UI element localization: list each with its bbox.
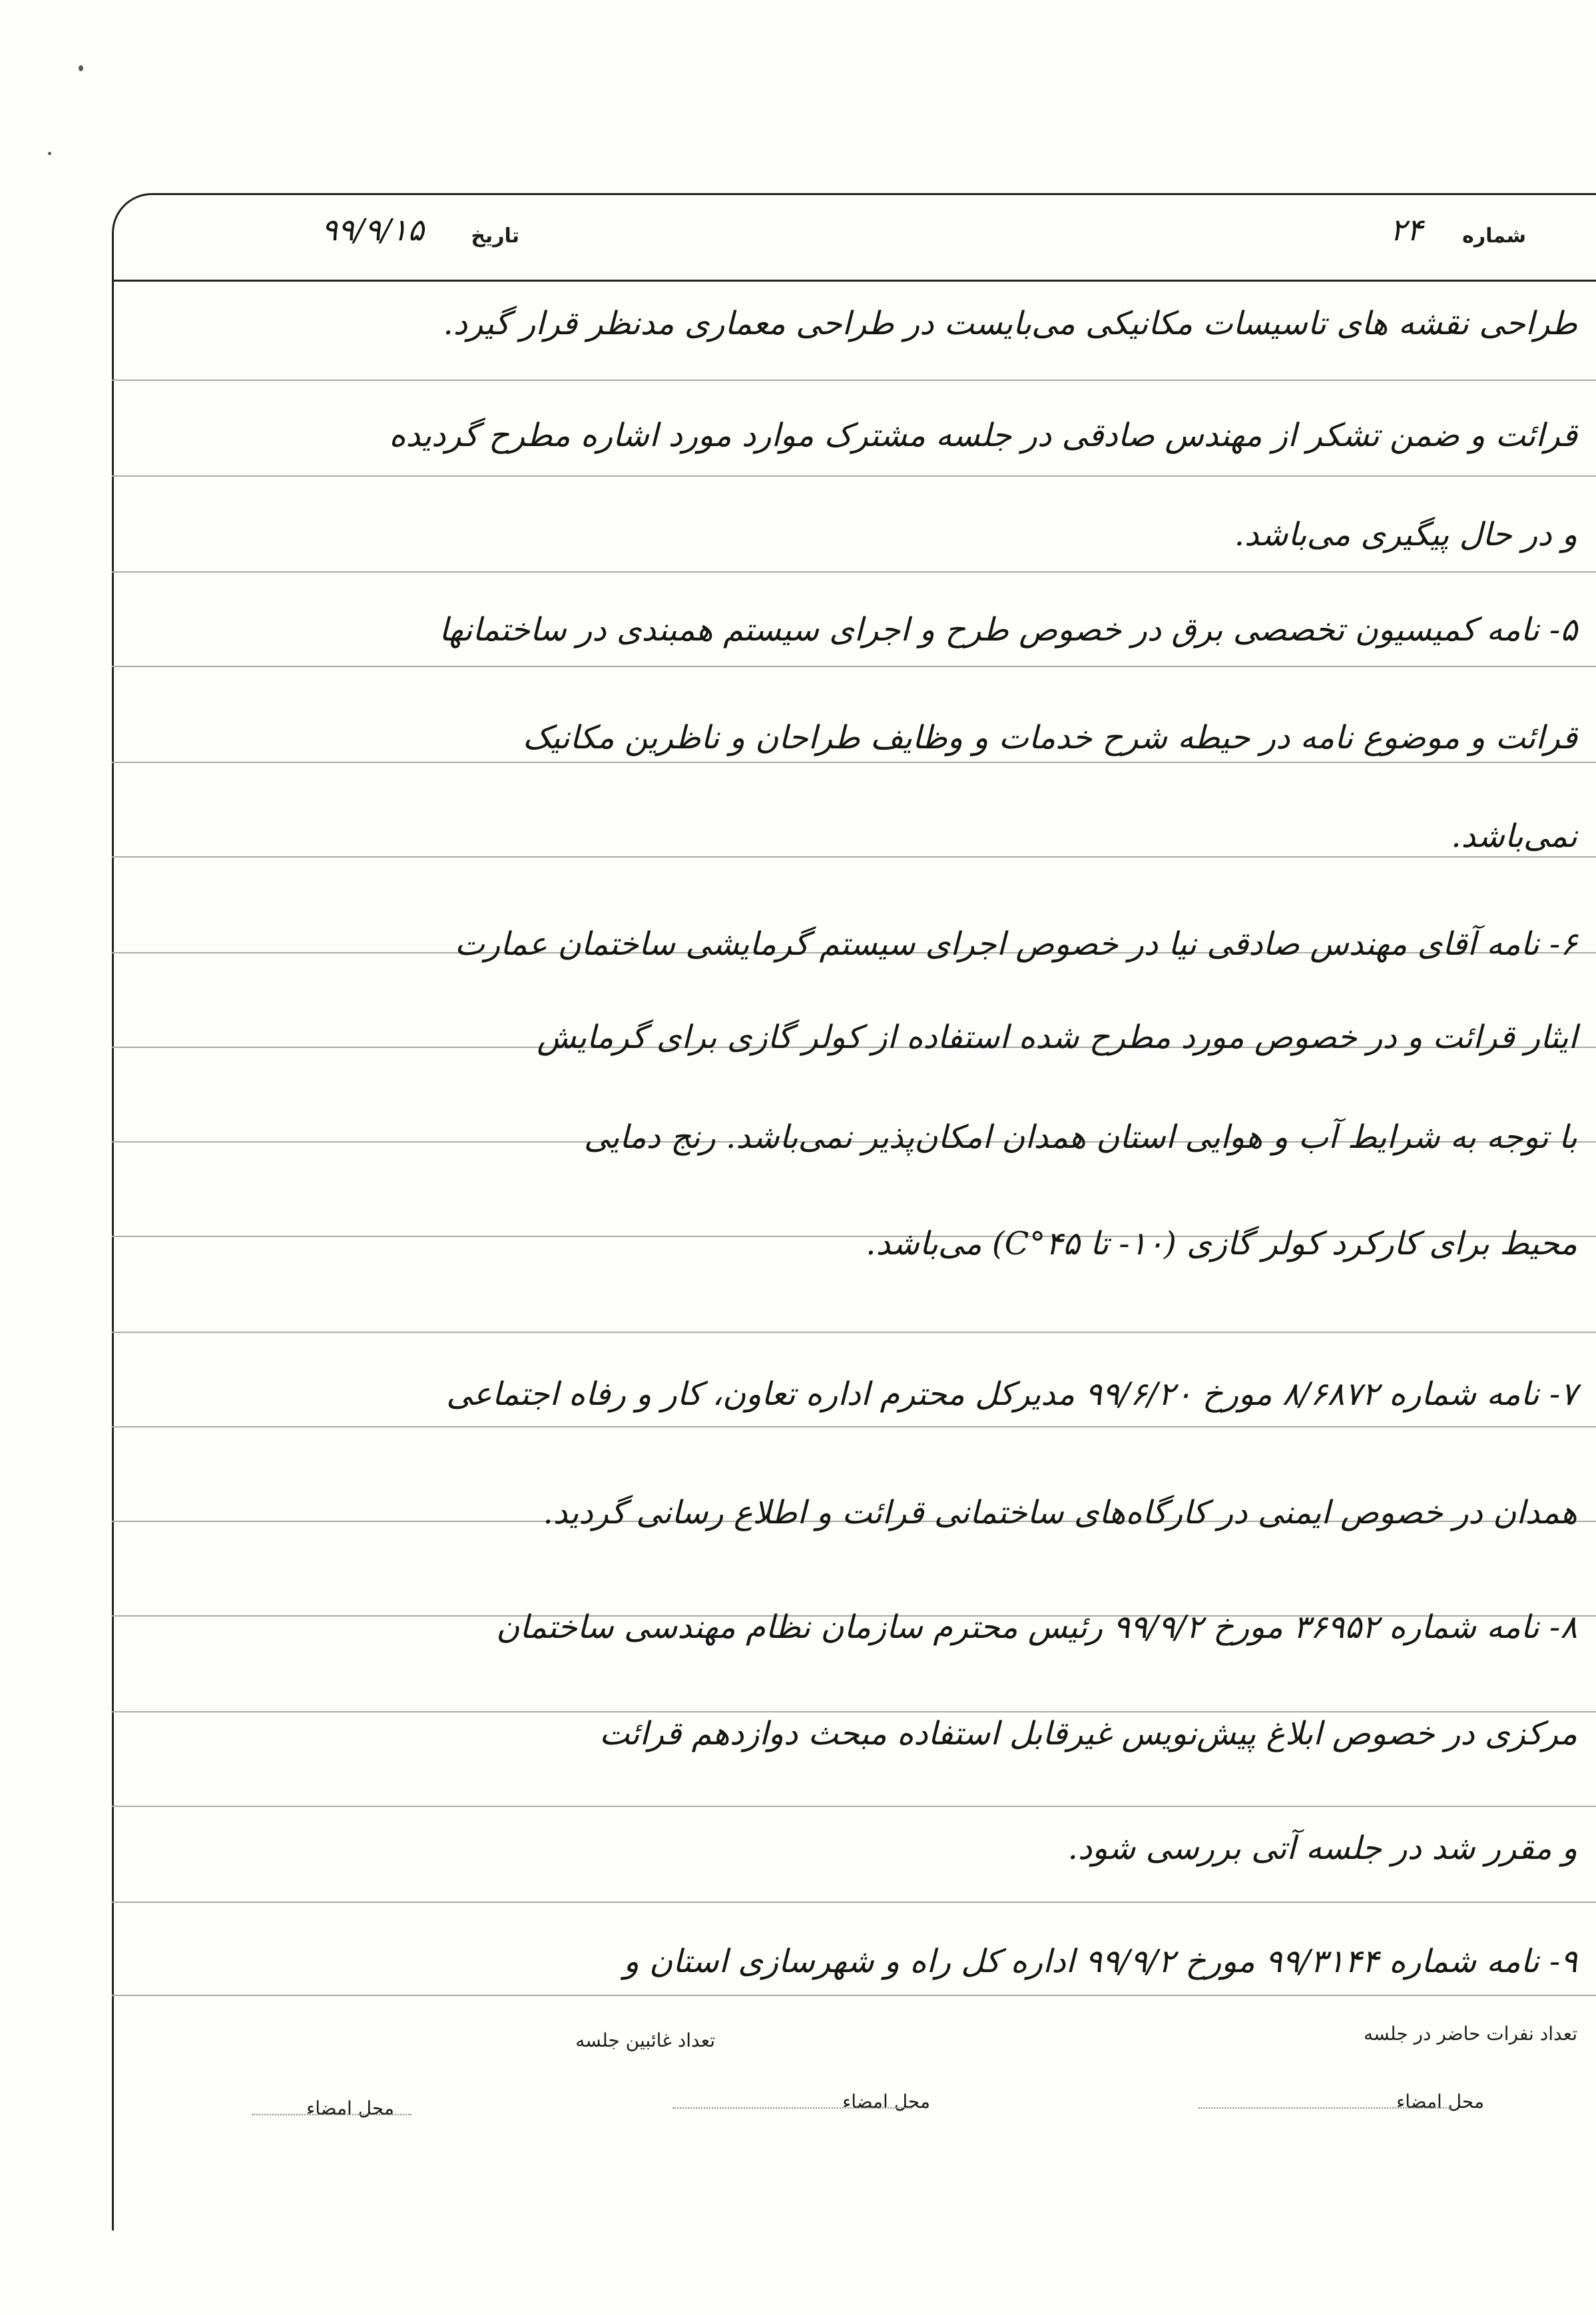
signature-line [252, 2114, 411, 2115]
form-frame [112, 193, 1596, 2230]
scan-speck [48, 152, 51, 155]
present-count-label: تعداد نفرات حاضر در جلسه [1363, 2023, 1577, 2045]
handwritten-line: و در حال پیگیری می‌باشد. [1234, 516, 1577, 553]
absent-count-label: تعداد غائبین جلسه [575, 2029, 715, 2051]
ruled-line [112, 571, 1596, 573]
ruled-line [112, 1426, 1596, 1427]
handwritten-line: ۵- نامه کمیسیون تخصصی برق در خصوص طرح و اجرای سیستم همبندی در ساختمانها [439, 611, 1577, 648]
handwritten-line: قرائت و موضوع نامه در حیطه شرح خدمات و وظایف طراحان و ناظرین مکانیک [522, 719, 1577, 756]
handwritten-line: محیط برای کارکرد کولر گازی (۱۰- تا ۴۵°C) می‌باشد. [866, 1225, 1577, 1262]
header-divider [112, 280, 1596, 282]
scan-speck [79, 65, 83, 71]
signature-line [1198, 2107, 1452, 2109]
signature-label: محل امضاء [1396, 2091, 1484, 2113]
ruled-line [112, 1806, 1596, 1807]
date-value: ۹۹/۹/۱۵ [321, 212, 424, 248]
ruled-line [112, 475, 1596, 477]
handwritten-line: ۷- نامه شماره ۸/۶۸۷۲ مورخ ۹۹/۶/۲۰ مدیرکل محترم اداره تعاون، کار و رفاه اجتماعی [446, 1376, 1577, 1413]
handwritten-line: ۶- نامه آقای مهندس صادقی نیا در خصوص اجرای سیستم گرمایشی ساختمان عمارت [454, 925, 1577, 963]
date-label: تاریخ [471, 224, 519, 248]
ruled-line [112, 1995, 1596, 1996]
handwritten-line: مرکزی در خصوص ابلاغ پیش‌نویس غیرقابل استفاده مبحث دوازدهم قرائت [599, 1715, 1577, 1752]
handwritten-line: ایثار قرائت و در خصوص مورد مطرح شده استفاده از کولر گازی برای گرمایش [537, 1019, 1577, 1056]
number-value: ۲۴ [1390, 212, 1423, 248]
ruled-line [112, 1711, 1596, 1712]
number-label: شماره [1462, 224, 1526, 248]
handwritten-line: با توجه به شرایط آب و هوایی استان همدان امکان‌پذیر نمی‌باشد. رنج دمایی [583, 1119, 1577, 1156]
handwritten-line: همدان در خصوص ایمنی در کارگاه‌های ساختمانی قرائت و اطلاع رسانی گردید. [543, 1494, 1577, 1531]
handwritten-line: ۹- نامه شماره ۹۹/۳۱۴۴ مورخ ۹۹/۹/۲ اداره کل راه و شهرسازی استان و [623, 1943, 1577, 1980]
handwritten-line: و مقرر شد در جلسه آتی بررسی شود. [1067, 1830, 1577, 1867]
ruled-line [112, 1902, 1596, 1903]
signature-line [672, 2107, 912, 2109]
ruled-line [112, 762, 1596, 763]
ruled-line [112, 380, 1596, 381]
handwritten-line: نمی‌باشد. [1451, 818, 1577, 855]
ruled-line [112, 856, 1596, 858]
handwritten-line: ۸- نامه شماره ۳۶۹۵۲ مورخ ۹۹/۹/۲ رئیس محترم سازمان نظام مهندسی ساختمان [496, 1609, 1577, 1646]
handwritten-line: قرائت و ضمن تشکر از مهندس صادقی در جلسه مشترک موارد مورد اشاره مطرح گردیده [389, 417, 1577, 454]
ruled-line [112, 666, 1596, 667]
handwritten-line: طراحی نقشه های تاسیسات مکانیکی می‌بایست در طراحی معماری مدنظر قرار گیرد. [443, 305, 1577, 342]
ruled-line [112, 1332, 1596, 1333]
signature-label: محل امضاء [842, 2091, 930, 2113]
signature-label: محل امضاء [306, 2097, 394, 2119]
